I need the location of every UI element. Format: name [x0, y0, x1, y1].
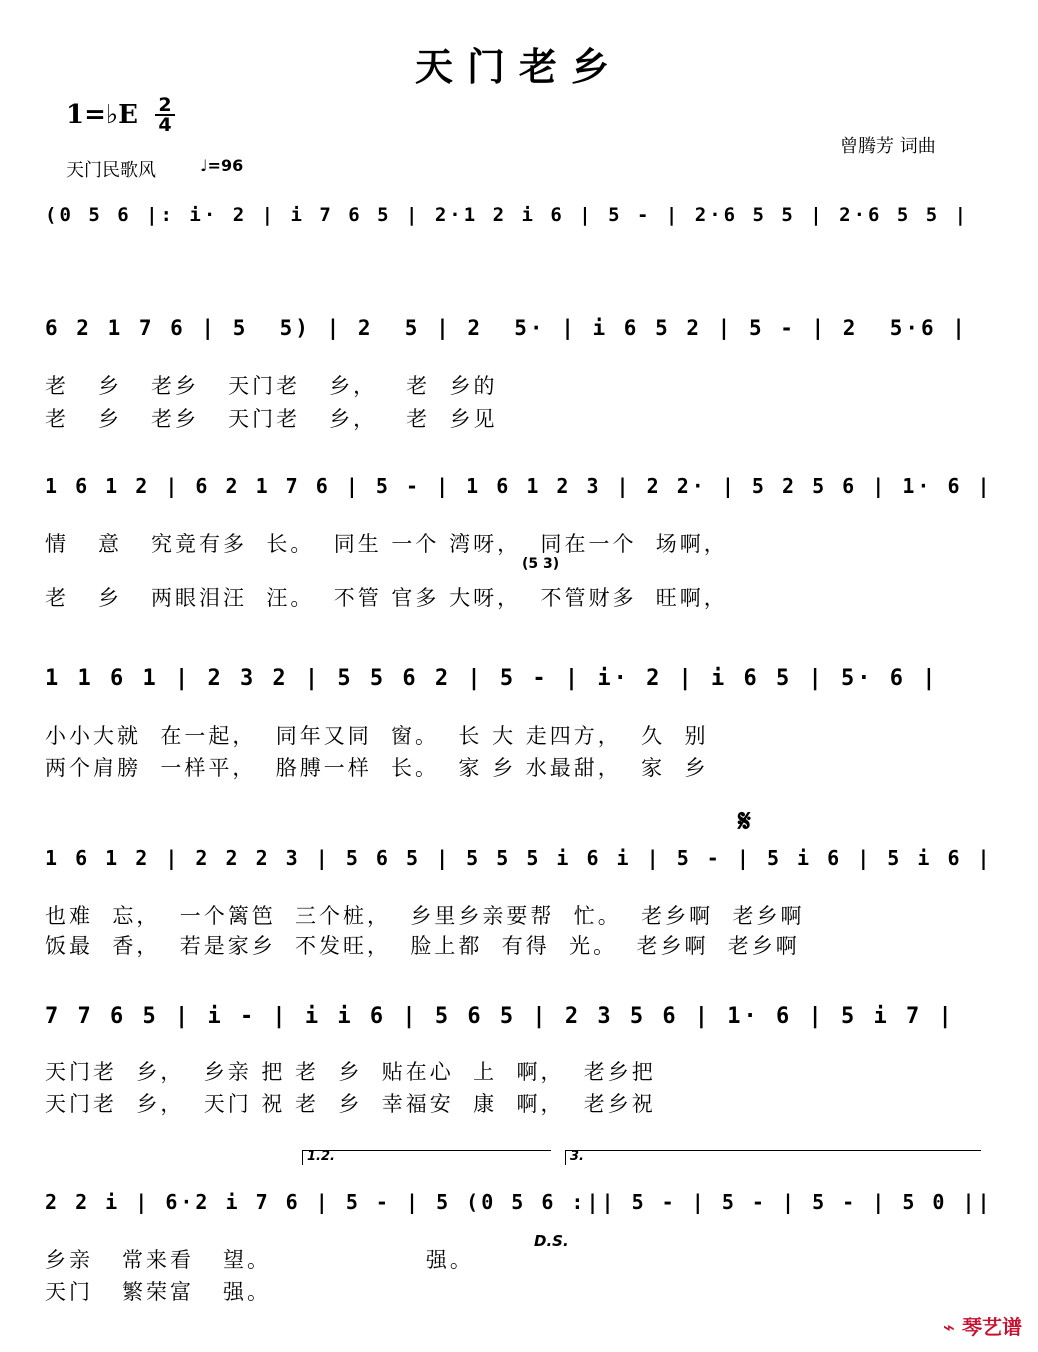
music-row-6 [45, 1186, 995, 1226]
music-row-0 [45, 200, 995, 240]
music-row-2 [45, 470, 995, 510]
alt-notes-53: (5 3) [522, 556, 560, 572]
notes-row-2: 1 6 1 2 | 6 2 1 7 6 | 5 - | 1 6 1 2 3 | 2 2· | 5 2 5 6 | 1· 6 | [45, 474, 993, 498]
logo-text: 琴艺谱 [962, 1315, 1022, 1339]
music-row-1 [45, 312, 995, 352]
notes-row-4: 1 6 1 2 | 2 2 2 3 | 5 6 5 | 5 5 5 i 6 i | 5 - | 5 i 6 | 5 i 6 | [45, 846, 993, 870]
lyrics-row-4-verse-2: 饭最 香， 若是家乡 不发旺， 脸上都 有得 光。 老乡啊 老乡啊 [45, 934, 800, 958]
lyrics-row-2-verse-2: 老 乡 两眼泪汪 汪。 不管 官多 大呀， 不管财多 旺啊， [45, 586, 728, 610]
notes-row-3: 1 1 6 1 | 2 3 2 | 5 5 6 2 | 5 - | i· 2 | i 6 5 | 5· 6 | [45, 666, 939, 691]
volta-label-1: 1.2. [307, 1149, 335, 1164]
lyrics-row-4-verse-1: 也难 忘， 一个篱笆 三个桩， 乡里乡亲要帮 忙。 老乡啊 老乡啊 [45, 904, 805, 928]
music-row-4 [45, 842, 995, 882]
site-logo [943, 1311, 1022, 1340]
time-sig-numerator: 2 [155, 96, 175, 116]
volta-bracket-3 [565, 1150, 981, 1165]
author-credit: 曾腾芳 词曲 [840, 136, 936, 157]
notes-row-5: 7 7 6 5 | i - | i i 6 | 5 6 5 | 2 3 5 6 | 1· 6 | 5 i 7 | [45, 1004, 955, 1029]
lyrics-row-1-verse-1: 老 乡 老乡 天门老 乡， 老 乡的 [45, 374, 498, 398]
volta-label-3: 3. [570, 1149, 584, 1164]
lyrics-row-2-verse-1: 情 意 究竟有多 长。 同生 一个 湾呀， 同在一个 场啊， [45, 532, 728, 556]
notes-row-0: (0 5 6 |: i· 2 | i 7 6 5 | 2·1 2 i 6 | 5 - | 2·6 5 5 | 2·6 5 5 | [45, 204, 970, 226]
tempo-marking: ♩=96 [200, 156, 244, 175]
lyrics-row-3-verse-2: 两个肩膀 一样平， 胳膊一样 长。 家 乡 水最甜， 家 乡 [45, 756, 709, 780]
logo-icon: ⌁ [942, 1315, 956, 1339]
key-signature: 1=♭E [66, 100, 138, 130]
style-label: 天门民歌风 [66, 160, 156, 181]
time-signature [155, 96, 175, 134]
lyrics-row-5-verse-1: 天门老 乡， 乡亲 把 老 乡 贴在心 上 啊， 老乡把 [45, 1060, 656, 1084]
music-row-5 [45, 1000, 995, 1040]
lyrics-row-3-verse-1: 小小大就 在一起， 同年又同 窗。 长 大 走四方， 久 别 [45, 724, 709, 748]
segno-sign: 𝄋 [738, 804, 751, 839]
lyrics-row-6-verse-1: 乡亲 常来看 望。 强。 [45, 1248, 474, 1272]
time-sig-denominator: 4 [158, 114, 172, 136]
notes-row-6: 2 2 i | 6·2 i 7 6 | 5 - | 5 (0 5 6 :|| 5 - | 5 - | 5 - | 5 0 || [45, 1190, 993, 1214]
lyrics-row-1-verse-2: 老 乡 老乡 天门老 乡， 老 乡见 [45, 407, 498, 431]
music-row-3 [45, 662, 995, 702]
notes-row-1: 6 2 1 7 6 | 5 5) | 2 5 | 2 5· | i 6 5 2 | 5 - | 2 5·6 | [45, 316, 968, 340]
dal-segno-mark: D.S. [534, 1232, 569, 1250]
lyrics-row-5-verse-2: 天门老 乡， 天门 祝 老 乡 幸福安 康 啊， 老乡祝 [45, 1092, 656, 1116]
lyrics-row-6-verse-2: 天门 繁荣富 强。 [45, 1280, 272, 1304]
volta-bracket-1 [302, 1150, 551, 1165]
song-title: 天门老乡 [414, 44, 623, 89]
